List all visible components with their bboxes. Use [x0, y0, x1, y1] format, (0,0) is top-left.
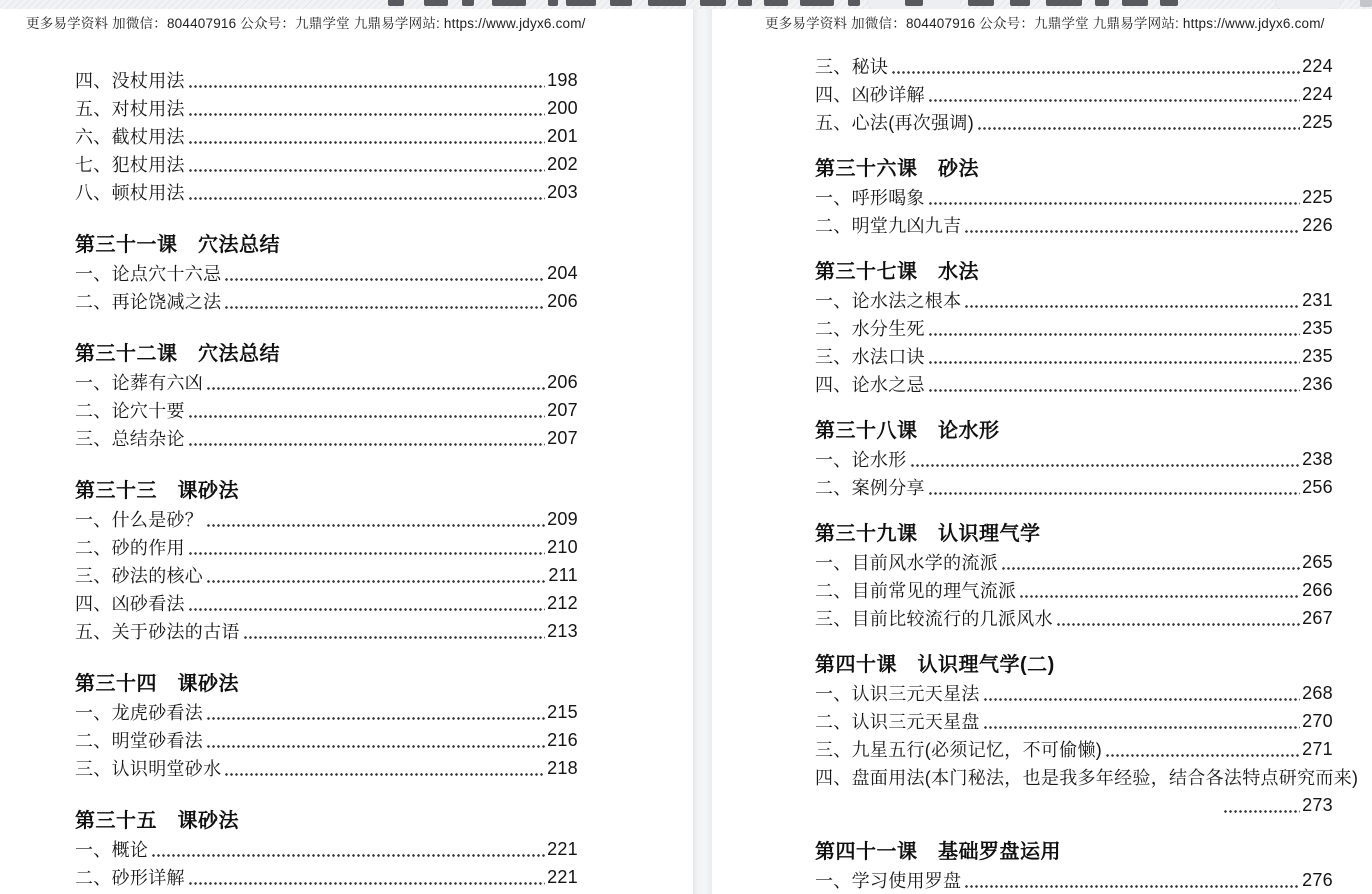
- toc-entry: [75, 589, 578, 617]
- toc-entry-label: 一、论水形: [815, 450, 907, 470]
- toc-section: [815, 253, 1333, 398]
- clipped-toolbar[interactable]: [0, 0, 1372, 9]
- toc-section: [815, 515, 1333, 632]
- dotted-leader: [977, 108, 1300, 136]
- toc-entry: [75, 368, 578, 396]
- dotted-leader: [206, 561, 546, 589]
- toc-entry: [815, 370, 1333, 398]
- toc-entry: [75, 94, 578, 122]
- toc-entry: [815, 866, 1333, 894]
- toc-entry: [815, 707, 1333, 735]
- toc-page-number: 236: [1302, 373, 1333, 394]
- section-title: 第三十五 课砂法: [75, 810, 239, 832]
- dotted-leader: [983, 679, 1300, 707]
- dotted-leader: [891, 52, 1300, 80]
- toc-page-number: 212: [547, 592, 578, 613]
- toc-entry: [815, 183, 1333, 211]
- toc-entry: [815, 763, 1359, 791]
- toc-page-number: 204: [547, 262, 578, 283]
- toc-entry: [815, 576, 1333, 604]
- toc-entry: [75, 150, 578, 178]
- toc-page-number: 210: [547, 536, 578, 557]
- toc-section: [815, 646, 1359, 819]
- toc-entry-label: 二、目前常见的理气流派: [815, 581, 1017, 601]
- page-right: [712, 9, 1372, 894]
- section-title: 第三十九课 认识理气学: [815, 523, 1041, 545]
- toc-entry: [815, 473, 1333, 501]
- dotted-leader: [928, 370, 1300, 398]
- toc-page-number: 266: [1302, 579, 1333, 600]
- toc-page-number: 206: [547, 371, 578, 392]
- dotted-leader: [910, 445, 1301, 473]
- toc-page-number: 203: [547, 181, 578, 202]
- dotted-leader: [1105, 735, 1300, 763]
- toc-entry: [75, 66, 578, 94]
- toc-entry-label: 二、案例分享: [815, 478, 925, 498]
- toc-list-left: [75, 66, 578, 891]
- dotted-leader: [224, 754, 545, 782]
- toc-entry-label: 四、凶砂详解: [815, 85, 925, 105]
- toc-entry-label: 一、呼形喝象: [815, 188, 925, 208]
- toc-page-number: 201: [547, 125, 578, 146]
- toc-page-number: 206: [547, 290, 578, 311]
- toc-page-number: 221: [547, 866, 578, 887]
- toc-page-number: 271: [1302, 738, 1333, 759]
- toc-entry: [815, 314, 1333, 342]
- toc-entry-label: 五、心法(再次强调): [815, 113, 974, 133]
- toc-page-number: 265: [1302, 551, 1333, 572]
- section-title: 第四十一课 基础罗盘运用: [815, 841, 1061, 863]
- toc-page-number: 215: [547, 701, 578, 722]
- toc-entry-label: 一、概论: [75, 840, 149, 860]
- toolbar-fragment: [848, 0, 860, 6]
- dotted-leader: [928, 473, 1300, 501]
- toc-entry-label: 二、论穴十要: [75, 401, 185, 421]
- toc-page-number: 207: [547, 427, 578, 448]
- toc-page-number: 218: [547, 757, 578, 778]
- toc-entry-label: 二、砂的作用: [75, 538, 185, 558]
- dotted-leader: [224, 287, 545, 315]
- dotted-leader: [188, 533, 545, 561]
- dotted-leader: [928, 183, 1300, 211]
- toc-section: [75, 226, 578, 315]
- toc-section: [75, 335, 578, 452]
- toc-entry: [815, 342, 1333, 370]
- toolbar-fragment: [424, 0, 448, 6]
- toc-entry-label: 七、犯杖用法: [75, 155, 185, 175]
- toc-page-number: 224: [1302, 83, 1333, 104]
- toc-entry: [815, 211, 1333, 239]
- toc-entry-label: 四、论水之忌: [815, 375, 925, 395]
- toolbar-fragment: [764, 0, 788, 6]
- watermark-header-left: 更多易学资料 加微信：804407916 公众号：九鼎学堂 九鼎易学网站: https://www.jdyx6.com/: [26, 16, 586, 31]
- toc-entry: [75, 259, 578, 287]
- toolbar-fragment: [492, 0, 526, 6]
- toc-entry-label: 一、论水法之根本: [815, 291, 962, 311]
- dotted-leader: [983, 707, 1300, 735]
- toc-section: [815, 150, 1333, 239]
- dotted-leader: [1223, 791, 1300, 819]
- toc-entry-label: 三、秘诀: [815, 57, 889, 77]
- toolbar-fragment: [566, 0, 596, 6]
- toc-entry-label: 三、砂法的核心: [75, 566, 204, 586]
- toc-entry-label: 二、再论饶减之法: [75, 292, 222, 312]
- toolbar-fragment: [1122, 0, 1148, 6]
- toolbar-fragment: [1046, 0, 1082, 6]
- toc-entry: [75, 726, 578, 754]
- dotted-leader: [188, 178, 545, 206]
- toolbar-fragment: [388, 0, 404, 6]
- toolbar-fragment: [1360, 0, 1372, 7]
- toc-page-number: 267: [1302, 607, 1333, 628]
- toc-entry-label: 二、明堂砂看法: [75, 731, 204, 751]
- watermark-header-right: 更多易学资料 加微信：804407916 公众号：九鼎学堂 九鼎易学网站: https://www.jdyx6.com/: [765, 16, 1325, 31]
- dotted-leader: [206, 368, 545, 396]
- toc-page-number: 200: [547, 97, 578, 118]
- dotted-leader: [1001, 548, 1300, 576]
- dotted-leader: [243, 617, 545, 645]
- dotted-leader: [964, 866, 1300, 894]
- toc-entry: [815, 108, 1333, 136]
- toc-entry-label: 二、砂形详解: [75, 868, 185, 888]
- section-title: 第四十课 认识理气学(二): [815, 654, 1055, 676]
- toc-page-number: 235: [1302, 317, 1333, 338]
- section-title: 第三十一课 穴法总结: [75, 234, 280, 256]
- toc-entry: [815, 679, 1333, 707]
- toc-entry-label: 一、认识三元天星法: [815, 684, 980, 704]
- toc-entry: [75, 122, 578, 150]
- toc-section: [75, 802, 578, 891]
- toc-entry: [75, 287, 578, 315]
- toc-entry-label: 二、明堂九凶九吉: [815, 216, 962, 236]
- toc-entry: [815, 735, 1333, 763]
- toc-entry: [815, 52, 1333, 80]
- toolbar-fragment: [462, 0, 474, 6]
- toc-entry-label: 三、水法口诀: [815, 347, 925, 367]
- dotted-leader: [188, 66, 545, 94]
- dotted-leader: [224, 259, 545, 287]
- toc-list-right: [815, 52, 1359, 894]
- toolbar-fragment: [800, 0, 834, 6]
- dotted-leader: [188, 396, 545, 424]
- toc-entry: [815, 80, 1333, 108]
- toolbar-fragment: [1276, 0, 1340, 9]
- section-title: 第三十二课 穴法总结: [75, 343, 280, 365]
- section-title: 第三十三 课砂法: [75, 480, 239, 502]
- toc-section: [815, 52, 1333, 136]
- toc-page-number: 270: [1302, 710, 1333, 731]
- toc-entry: [75, 424, 578, 452]
- toc-entry: [75, 835, 578, 863]
- toc-entry-label: 四、盘面用法(本门秘法，也是我多年经验，结合各法特点研究而来): [815, 768, 1359, 788]
- toc-section: [75, 66, 578, 206]
- dotted-leader: [928, 342, 1300, 370]
- toc-entry-label: 一、论葬有六凶: [75, 373, 204, 393]
- dotted-leader: [206, 698, 545, 726]
- dotted-leader: [188, 424, 545, 452]
- toc-entry-label: 一、龙虎砂看法: [75, 703, 204, 723]
- toc-page-number: 209: [547, 508, 578, 529]
- toc-entry-label: 一、目前风水学的流派: [815, 553, 998, 573]
- toc-entry-label: 三、总结杂论: [75, 429, 185, 449]
- toolbar-fragment: [738, 0, 752, 6]
- toc-page-number: 235: [1302, 345, 1333, 366]
- section-title: 第三十八课 论水形: [815, 420, 1000, 442]
- dotted-leader: [188, 122, 545, 150]
- toc-page-number: 207: [547, 399, 578, 420]
- toc-entry-label: 一、学习使用罗盘: [815, 871, 962, 891]
- toc-entry-label: 三、九星五行(必须记忆，不可偷懒): [815, 740, 1103, 760]
- page-left: [0, 9, 693, 894]
- toc-page-number: 268: [1302, 682, 1333, 703]
- toc-section: [75, 665, 578, 782]
- toc-entry: [75, 754, 578, 782]
- dotted-leader: [964, 286, 1300, 314]
- toolbar-fragment: [968, 0, 994, 6]
- toc-entry: [75, 505, 578, 533]
- page-gutter: [693, 9, 712, 894]
- toc-entry: [815, 604, 1333, 632]
- dotted-leader: [151, 835, 545, 863]
- dotted-leader: [206, 726, 545, 754]
- toc-page-number: 238: [1302, 448, 1333, 469]
- toc-entry-label: 二、认识三元天星盘: [815, 712, 980, 732]
- toolbar-fragment: [1095, 0, 1109, 6]
- toc-entry-label: 二、水分生死: [815, 319, 925, 339]
- toc-section: [75, 472, 578, 645]
- toc-entry-label: 一、论点穴十六忌: [75, 264, 222, 284]
- toc-entry-label: 八、顿杖用法: [75, 183, 185, 203]
- toc-page-number: 198: [547, 69, 578, 90]
- toolbar-fragment: [700, 0, 726, 6]
- toc-page-number: 216: [547, 729, 578, 750]
- toolbar-fragment: [905, 0, 923, 6]
- toc-entry: [75, 396, 578, 424]
- toc-page-number: 231: [1302, 289, 1333, 310]
- dotted-leader: [188, 589, 545, 617]
- dotted-leader: [928, 314, 1300, 342]
- toc-page-number: 225: [1302, 111, 1333, 132]
- toc-section: [815, 412, 1333, 501]
- document-spread: [0, 9, 1372, 894]
- section-title: 第三十七课 水法: [815, 261, 979, 283]
- section-title: 第三十四 课砂法: [75, 673, 239, 695]
- toc-entry: [75, 561, 578, 589]
- dotted-leader: [188, 94, 545, 122]
- toc-page-number: 276: [1302, 869, 1333, 890]
- toc-page-number: 226: [1302, 214, 1333, 235]
- section-title: 第三十六课 砂法: [815, 158, 979, 180]
- dotted-leader: [1019, 576, 1300, 604]
- toc-page-number: 256: [1302, 476, 1333, 497]
- toc-entry: [75, 533, 578, 561]
- toc-entry-label: 四、凶砂看法: [75, 594, 185, 614]
- toc-entry: [75, 698, 578, 726]
- toc-page-number: 225: [1302, 186, 1333, 207]
- toc-entry: [75, 863, 578, 891]
- toc-page-number: 273: [1302, 794, 1333, 815]
- toc-entry: [75, 178, 578, 206]
- toc-entry-label: 四、没杖用法: [75, 71, 185, 91]
- toc-entry-label: 五、对杖用法: [75, 99, 185, 119]
- dotted-leader: [1056, 604, 1300, 632]
- dotted-leader: [188, 150, 545, 178]
- toc-entry-continuation: [815, 791, 1333, 819]
- toc-entry-label: 三、认识明堂砂水: [75, 759, 222, 779]
- toc-entry: [75, 617, 578, 645]
- dotted-leader: [188, 863, 545, 891]
- toc-entry-label: 五、关于砂法的古语: [75, 622, 240, 642]
- toolbar-fragment: [1010, 0, 1030, 6]
- dotted-leader: [928, 80, 1300, 108]
- toc-page-number: 202: [547, 153, 578, 174]
- toc-entry-label: 三、目前比较流行的几派风水: [815, 609, 1053, 629]
- toc-entry: [815, 445, 1333, 473]
- toc-section: [815, 833, 1333, 894]
- toolbar-fragment: [548, 0, 558, 6]
- toolbar-fragment: [1160, 0, 1178, 6]
- toc-page-number: 211: [548, 564, 578, 585]
- toc-entry-label: 一、什么是砂？: [75, 510, 204, 530]
- dotted-leader: [964, 211, 1300, 239]
- toolbar-fragment: [610, 0, 632, 6]
- toc-page-number: 213: [547, 620, 578, 641]
- toc-entry: [815, 548, 1333, 576]
- toc-page-number: 224: [1302, 55, 1333, 76]
- toolbar-fragment: [648, 0, 686, 6]
- toc-entry-label: 六、截杖用法: [75, 127, 185, 147]
- toc-page-number: 221: [547, 838, 578, 859]
- toc-entry: [815, 286, 1333, 314]
- dotted-leader: [206, 505, 545, 533]
